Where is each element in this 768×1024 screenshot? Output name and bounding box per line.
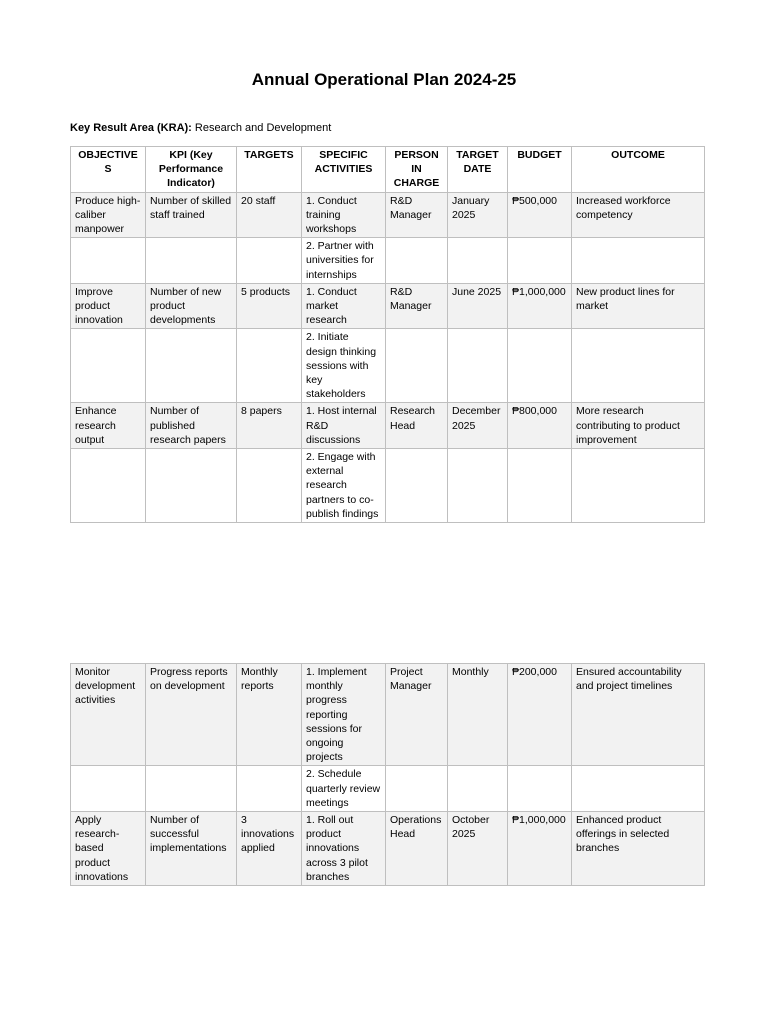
- cell-kpi: Number of successful implementations: [146, 812, 237, 886]
- cell-objective: [71, 766, 146, 812]
- header-activities: SPECIFIC ACTIVITIES: [302, 147, 386, 193]
- cell-budget: ₱800,000: [508, 403, 572, 449]
- cell-date: [448, 449, 508, 523]
- page-title: Annual Operational Plan 2024-25: [251, 70, 517, 89]
- table-row: [71, 329, 705, 403]
- cell-budget: [508, 766, 572, 812]
- table-row: [71, 449, 705, 523]
- cell-date: December 2025: [448, 403, 508, 449]
- cell-activity: 1. Conduct market research: [302, 283, 386, 329]
- table-row: [71, 664, 705, 766]
- table-header-row: [71, 147, 705, 193]
- cell-outcome: [572, 766, 705, 812]
- cell-kpi: Number of published research papers: [146, 403, 237, 449]
- cell-objective: Improve product innovation: [71, 283, 146, 329]
- cell-person: R&D Manager: [386, 192, 448, 238]
- cell-kpi: [146, 449, 237, 523]
- cell-date: June 2025: [448, 283, 508, 329]
- cell-objective: Monitor development activities: [71, 664, 146, 766]
- cell-outcome: [572, 449, 705, 523]
- kra-value: Research and Development: [194, 122, 332, 134]
- header-objectives: OBJECTIVES: [71, 147, 146, 193]
- operational-plan-table-continued: [70, 663, 705, 886]
- header-targets: TARGETS: [237, 147, 302, 193]
- cell-outcome: [572, 238, 705, 284]
- cell-kpi: Number of new product developments: [146, 283, 237, 329]
- cell-objective: Apply research-based product innovations: [71, 812, 146, 886]
- cell-target: [237, 766, 302, 812]
- cell-target: 3 innovations applied: [237, 812, 302, 886]
- cell-activity: 1. Host internal R&D discussions: [302, 403, 386, 449]
- cell-objective: [71, 329, 146, 403]
- cell-outcome: [572, 329, 705, 403]
- cell-budget: ₱1,000,000: [508, 812, 572, 886]
- table-row: [71, 812, 705, 886]
- kra-line: [70, 122, 331, 134]
- header-kpi: KPI (Key Performance Indicator): [146, 147, 237, 193]
- cell-date: October 2025: [448, 812, 508, 886]
- table-row: [71, 403, 705, 449]
- cell-target: [237, 449, 302, 523]
- cell-budget: ₱500,000: [508, 192, 572, 238]
- cell-activity: 1. Conduct training workshops: [302, 192, 386, 238]
- cell-budget: ₱200,000: [508, 664, 572, 766]
- cell-date: Monthly: [448, 664, 508, 766]
- cell-outcome: Enhanced product offerings in selected branches: [572, 812, 705, 886]
- cell-budget: [508, 238, 572, 284]
- cell-objective: [71, 238, 146, 284]
- cell-budget: ₱1,000,000: [508, 283, 572, 329]
- cell-budget: [508, 449, 572, 523]
- cell-target: [237, 238, 302, 284]
- cell-target: 8 papers: [237, 403, 302, 449]
- table-row: [71, 238, 705, 284]
- table-row: [71, 283, 705, 329]
- cell-person: Project Manager: [386, 664, 448, 766]
- cell-outcome: More research contributing to product improvement: [572, 403, 705, 449]
- cell-date: [448, 329, 508, 403]
- cell-activity: 1. Roll out product innovations across 3 pilot branches: [302, 812, 386, 886]
- cell-person: [386, 766, 448, 812]
- header-outcome: OUTCOME: [572, 147, 705, 193]
- cell-person: [386, 238, 448, 284]
- cell-objective: Enhance research output: [71, 403, 146, 449]
- cell-target: 20 staff: [237, 192, 302, 238]
- cell-person: R&D Manager: [386, 283, 448, 329]
- cell-person: Operations Head: [386, 812, 448, 886]
- cell-kpi: [146, 329, 237, 403]
- cell-date: [448, 238, 508, 284]
- cell-budget: [508, 329, 572, 403]
- cell-activity: 2. Partner with universities for internships: [302, 238, 386, 284]
- cell-objective: Produce high-caliber manpower: [71, 192, 146, 238]
- cell-kpi: [146, 766, 237, 812]
- cell-activity: 2. Engage with external research partners to co-publish findings: [302, 449, 386, 523]
- cell-activity: 2. Initiate design thinking sessions with key stakeholders: [302, 329, 386, 403]
- cell-objective: [71, 449, 146, 523]
- cell-target: [237, 329, 302, 403]
- cell-outcome: New product lines for market: [572, 283, 705, 329]
- table-row: [71, 192, 705, 238]
- header-date: TARGET DATE: [448, 147, 508, 193]
- cell-target: Monthly reports: [237, 664, 302, 766]
- cell-kpi: Progress reports on development: [146, 664, 237, 766]
- header-budget: BUDGET: [508, 147, 572, 193]
- cell-outcome: Increased workforce competency: [572, 192, 705, 238]
- operational-plan-table: [70, 146, 705, 523]
- cell-person: [386, 329, 448, 403]
- cell-kpi: Number of skilled staff trained: [146, 192, 237, 238]
- cell-person: [386, 449, 448, 523]
- header-person: PERSON IN CHARGE: [386, 147, 448, 193]
- cell-activity: 1. Implement monthly progress reporting sessions for ongoing projects: [302, 664, 386, 766]
- cell-person: Research Head: [386, 403, 448, 449]
- cell-date: January 2025: [448, 192, 508, 238]
- cell-date: [448, 766, 508, 812]
- table-row: [71, 766, 705, 812]
- cell-outcome: Ensured accountability and project timelines: [572, 664, 705, 766]
- cell-target: 5 products: [237, 283, 302, 329]
- cell-kpi: [146, 238, 237, 284]
- cell-activity: 2. Schedule quarterly review meetings: [302, 766, 386, 812]
- kra-label: Key Result Area (KRA):: [70, 122, 192, 134]
